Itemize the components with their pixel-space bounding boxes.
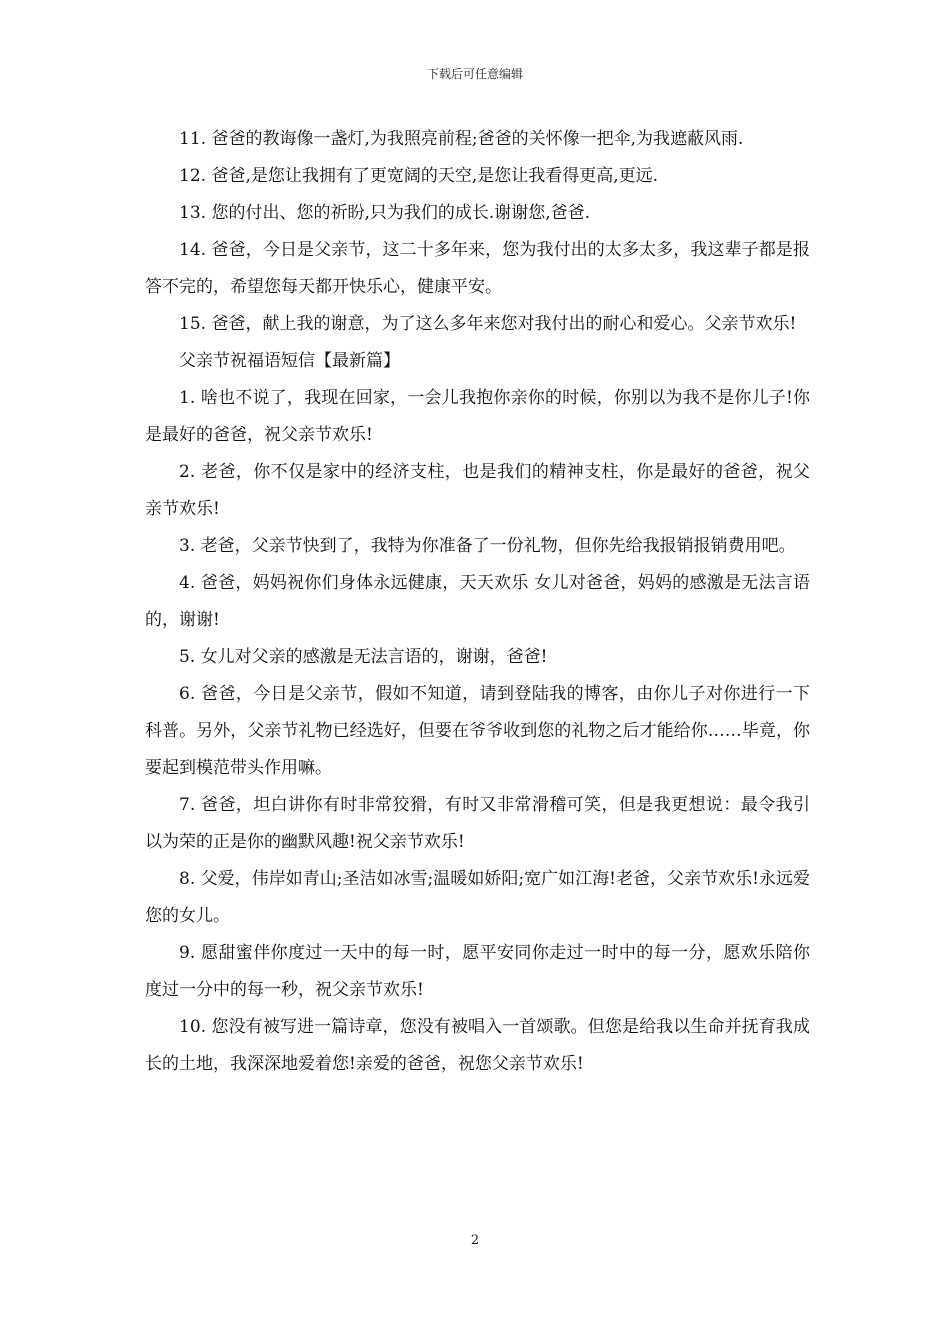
paragraph-12: 12. 爸爸,是您让我拥有了更宽阔的天空,是您让我看得更高,更远. xyxy=(179,166,659,186)
paragraph-3: 3. 老爸，父亲节快到了，我特为你准备了一份礼物，但你先给我报销报销费用吧。 xyxy=(179,536,796,556)
paragraph-11: 11. 爸爸的教诲像一盏灯,为我照亮前程;爸爸的关怀像一把伞,为我遮蔽风雨. xyxy=(179,129,744,149)
paragraph-9: 9. 愿甜蜜伴你度过一天中的每一时，愿平安同你走过一时中的每一分，愿欢乐陪你度过一分中的每一秒，祝父亲节欢乐! xyxy=(145,943,810,1000)
paragraph-14: 14. 爸爸，今日是父亲节，这二十多年来，您为我付出的太多太多，我这辈子都是报答不完的，希望您每天都开快乐心，健康平安。 xyxy=(145,240,810,297)
paragraph-10: 10. 您没有被写进一篇诗章，您没有被唱入一首颂歌。但您是给我以生命并抚育我成长的土地，我深深地爱着您!亲爱的爸爸，祝您父亲节欢乐! xyxy=(145,1017,810,1074)
page-number: 2 xyxy=(470,1233,480,1248)
paragraph-4: 4. 爸爸，妈妈祝你们身体永远健康，天天欢乐 女儿对爸爸，妈妈的感激是无法言语的，谢谢! xyxy=(145,573,810,630)
paragraph-1: 1. 啥也不说了，我现在回家，一会儿我抱你亲你的时候，你别以为我不是你儿子!你是最好的爸爸，祝父亲节欢乐! xyxy=(145,388,810,445)
document-body xyxy=(145,121,810,1083)
paragraph-8: 8. 父爱，伟岸如青山;圣洁如冰雪;温暖如娇阳;宽广如江海!老爸，父亲节欢乐!永远爱您的女儿。 xyxy=(145,869,810,926)
paragraph-2: 2. 老爸，你不仅是家中的经济支柱，也是我们的精神支柱，你是最好的爸爸，祝父亲节欢乐! xyxy=(145,462,810,519)
paragraph-5: 5. 女儿对父亲的感激是无法言语的，谢谢，爸爸! xyxy=(179,647,548,667)
paragraph-7: 7. 爸爸，坦白讲你有时非常狡猾，有时又非常滑稽可笑，但是我更想说：最令我引以为荣的正是你的幽默风趣!祝父亲节欢乐! xyxy=(145,795,810,852)
page-header: 下载后可任意编辑 xyxy=(426,67,523,81)
paragraph-6: 6. 爸爸，今日是父亲节，假如不知道，请到登陆我的博客，由你儿子对你进行一下科普。另外，父亲节礼物已经选好，但要在爷爷收到您的礼物之后才能给你……毕竟，你要起到模范带头作用嘛。 xyxy=(145,684,810,778)
paragraph-15: 15. 爸爸，献上我的谢意，为了这么多年来您对我付出的耐心和爱心。父亲节欢乐! xyxy=(179,314,797,334)
section-heading: 父亲节祝福语短信【最新篇】 xyxy=(179,351,400,371)
paragraph-13: 13. 您的付出、您的祈盼,只为我们的成长.谢谢您,爸爸. xyxy=(179,203,591,223)
